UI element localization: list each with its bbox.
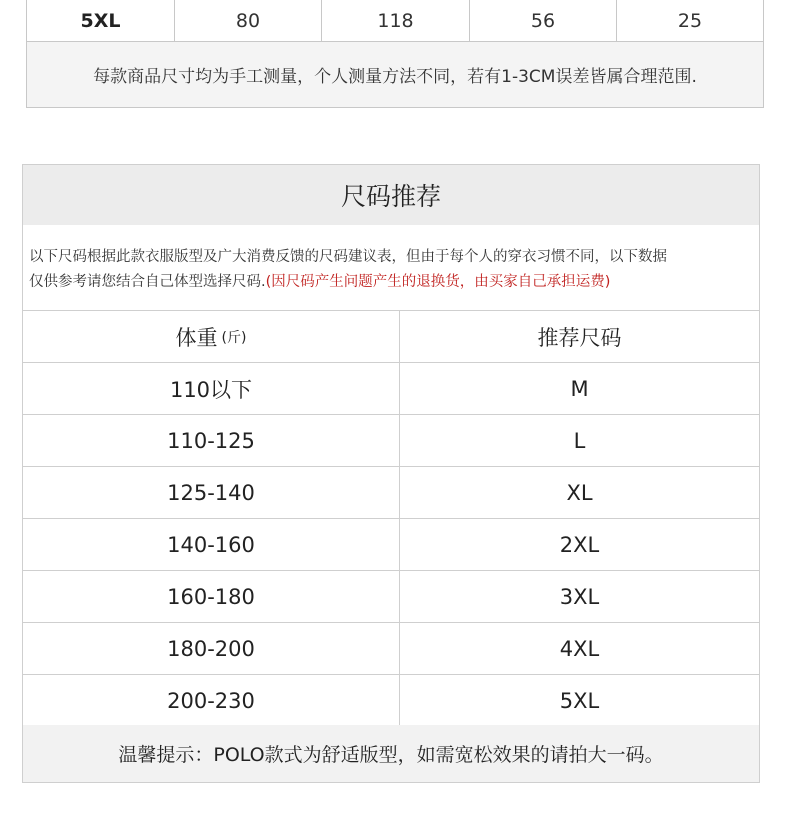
measurement-note: 每款商品尺寸均为手工测量，个人测量方法不同，若有1-3CM误差皆属合理范围. — [27, 42, 763, 107]
size-table-fragment — [26, 0, 764, 108]
table-header-row — [23, 311, 759, 363]
weight-unit: (斤) — [221, 329, 247, 346]
recommendation-description — [23, 225, 759, 311]
size-recommendation-section — [22, 164, 760, 783]
weight-cell: 110以下 — [23, 363, 400, 414]
weight-cell: 180-200 — [23, 623, 400, 674]
measure-cell: 80 — [175, 0, 322, 41]
recommendation-table — [23, 311, 759, 727]
size-cell: 5XL — [27, 0, 175, 41]
weight-cell: 200-230 — [23, 675, 400, 726]
weight-header-label: 体重 — [175, 325, 218, 350]
weight-cell: 160-180 — [23, 571, 400, 622]
table-row — [23, 675, 759, 727]
description-line: 以下尺码根据此款衣服版型及广大消费反馈的尺码建议表，但由于每个人的穿衣习惯不同，以下数据 — [29, 249, 667, 265]
measure-cell: 56 — [470, 0, 617, 41]
description-text: 仅供参考请您结合自己体型选择尺码. — [29, 274, 266, 290]
size-table-row — [27, 0, 763, 42]
size-cell: XL — [566, 480, 593, 505]
size-cell: 5XL — [559, 688, 600, 713]
measure-cell: 118 — [322, 0, 470, 41]
table-row — [23, 415, 759, 467]
weight-cell: 140-160 — [23, 519, 400, 570]
measure-cell: 25 — [677, 9, 703, 32]
warm-tip: 温馨提示：POLO款式为舒适版型，如需宽松效果的请拍大一码。 — [23, 725, 759, 782]
section-title: 尺码推荐 — [23, 165, 759, 225]
weight-cell: 125-140 — [23, 467, 400, 518]
table-row — [23, 363, 759, 415]
weight-header — [23, 311, 400, 362]
size-cell: 2XL — [559, 532, 600, 557]
table-row — [23, 623, 759, 675]
table-row — [23, 467, 759, 519]
weight-cell: 110-125 — [23, 415, 400, 466]
size-cell: 4XL — [559, 636, 600, 661]
description-line — [29, 270, 753, 295]
return-policy-note: (因尺码产生问题产生的退换货，由买家自己承担运费) — [265, 274, 611, 290]
size-cell: 3XL — [559, 584, 600, 609]
table-row — [23, 519, 759, 571]
size-cell: L — [573, 428, 586, 453]
table-row — [23, 571, 759, 623]
size-header: 推荐尺码 — [537, 325, 622, 350]
size-cell: M — [570, 376, 589, 401]
